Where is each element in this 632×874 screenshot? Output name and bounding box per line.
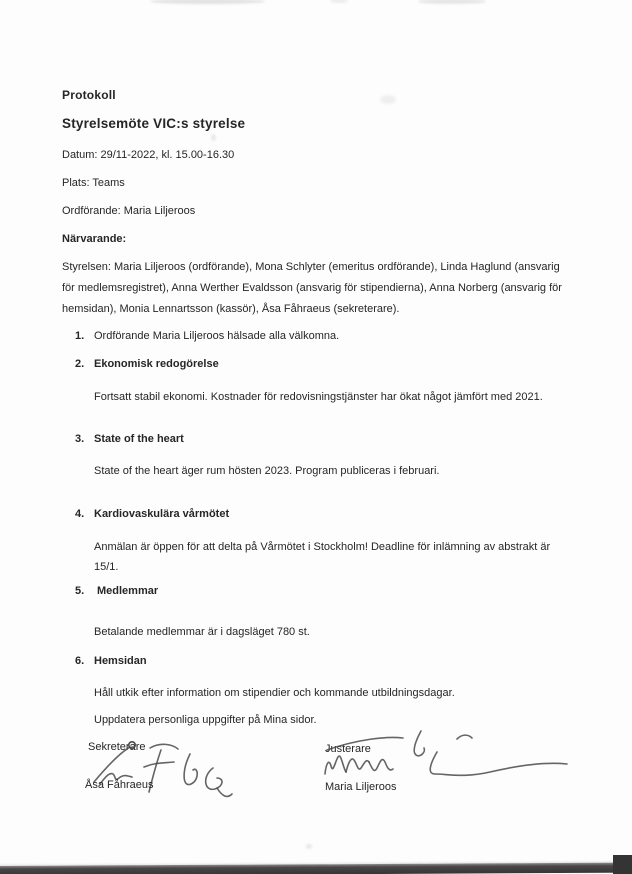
signature-role-adjuster: Justerare	[325, 743, 371, 755]
agenda-item-4	[75, 508, 229, 520]
scan-edge-bottom	[0, 863, 632, 874]
agenda-item-number: 6.	[75, 655, 85, 667]
signature-name-adjuster: Maria Liljeroos	[325, 781, 397, 793]
agenda-item-number: 1.	[75, 330, 85, 342]
scan-edge-corner	[613, 855, 632, 874]
attendees-paragraph: Styrelsen: Maria Liljeroos (ordförande), Mona Schlyter (emeritus ordförande), Linda Haglund (ansvarig för medlemsregistret), Anna Werther Evaldsson (ansvarig för stipendierna), Anna Norberg (ansvarig för hemsidan), Monia Lennartsson (kassör), Åsa Fåhraeus (sekreterare).	[62, 261, 562, 315]
agenda-item-number: 2.	[75, 358, 85, 370]
agenda-item-2	[75, 358, 219, 370]
agenda-item-heading: Medlemmar	[97, 585, 159, 597]
agenda-item-number: 4.	[75, 508, 85, 520]
scan-artifact	[211, 134, 216, 141]
scan-artifact-top	[418, 0, 486, 4]
scan-artifact	[306, 844, 312, 849]
page-title: Protokoll	[62, 88, 116, 102]
agenda-item-body: Betalande medlemmar är i dagsläget 780 st.	[94, 626, 310, 638]
signature-name-secretary: Åsa Fåhraeus	[85, 779, 154, 791]
agenda-item-body: Uppdatera personliga uppgifter på Mina sidor.	[94, 714, 317, 726]
document-subtitle: Styrelsemöte VIC:s styrelse	[62, 116, 246, 131]
agenda-item-body: State of the heart äger rum hösten 2023. Program publiceras i februari.	[94, 465, 440, 477]
agenda-item-number: 5.	[75, 585, 85, 597]
agenda-item-number: 3.	[75, 433, 85, 445]
agenda-item-heading: Kardiovaskulära vårmötet	[94, 508, 230, 520]
agenda-item-heading: Ekonomisk redogörelse	[94, 358, 219, 370]
scan-artifact	[380, 95, 396, 104]
meta-date: Datum: 29/11-2022, kl. 15.00-16.30	[62, 149, 235, 161]
scan-artifact-top	[330, 0, 348, 3]
meta-place: Plats: Teams	[62, 177, 125, 189]
agenda-item-body: Anmälan är öppen för att delta på Vårmötet i Stockholm! Deadline för inlämning av abstrakt är 15/1.	[94, 541, 551, 573]
agenda-item-1	[75, 330, 339, 342]
agenda-item-5	[75, 585, 158, 597]
agenda-item-body: Håll utkik efter information om stipendier och kommande utbildningsdagar.	[94, 687, 455, 699]
agenda-item-heading: State of the heart	[94, 433, 184, 445]
agenda-item-3	[75, 433, 184, 445]
agenda-item-6	[75, 655, 147, 667]
agenda-item-body: Fortsatt stabil ekonomi. Kostnader för redovisningstjänster har ökat något jämfört med 2021.	[94, 391, 543, 403]
meta-chair: Ordförande: Maria Liljeroos	[62, 205, 196, 217]
attendees-label: Närvarande:	[62, 233, 127, 245]
agenda-item-heading: Hemsidan	[94, 655, 147, 667]
scan-artifact-top	[150, 0, 265, 4]
agenda-item-heading: Ordförande Maria Liljeroos hälsade alla välkomna.	[94, 330, 340, 342]
signature-role-secretary: Sekreterare	[88, 741, 146, 753]
